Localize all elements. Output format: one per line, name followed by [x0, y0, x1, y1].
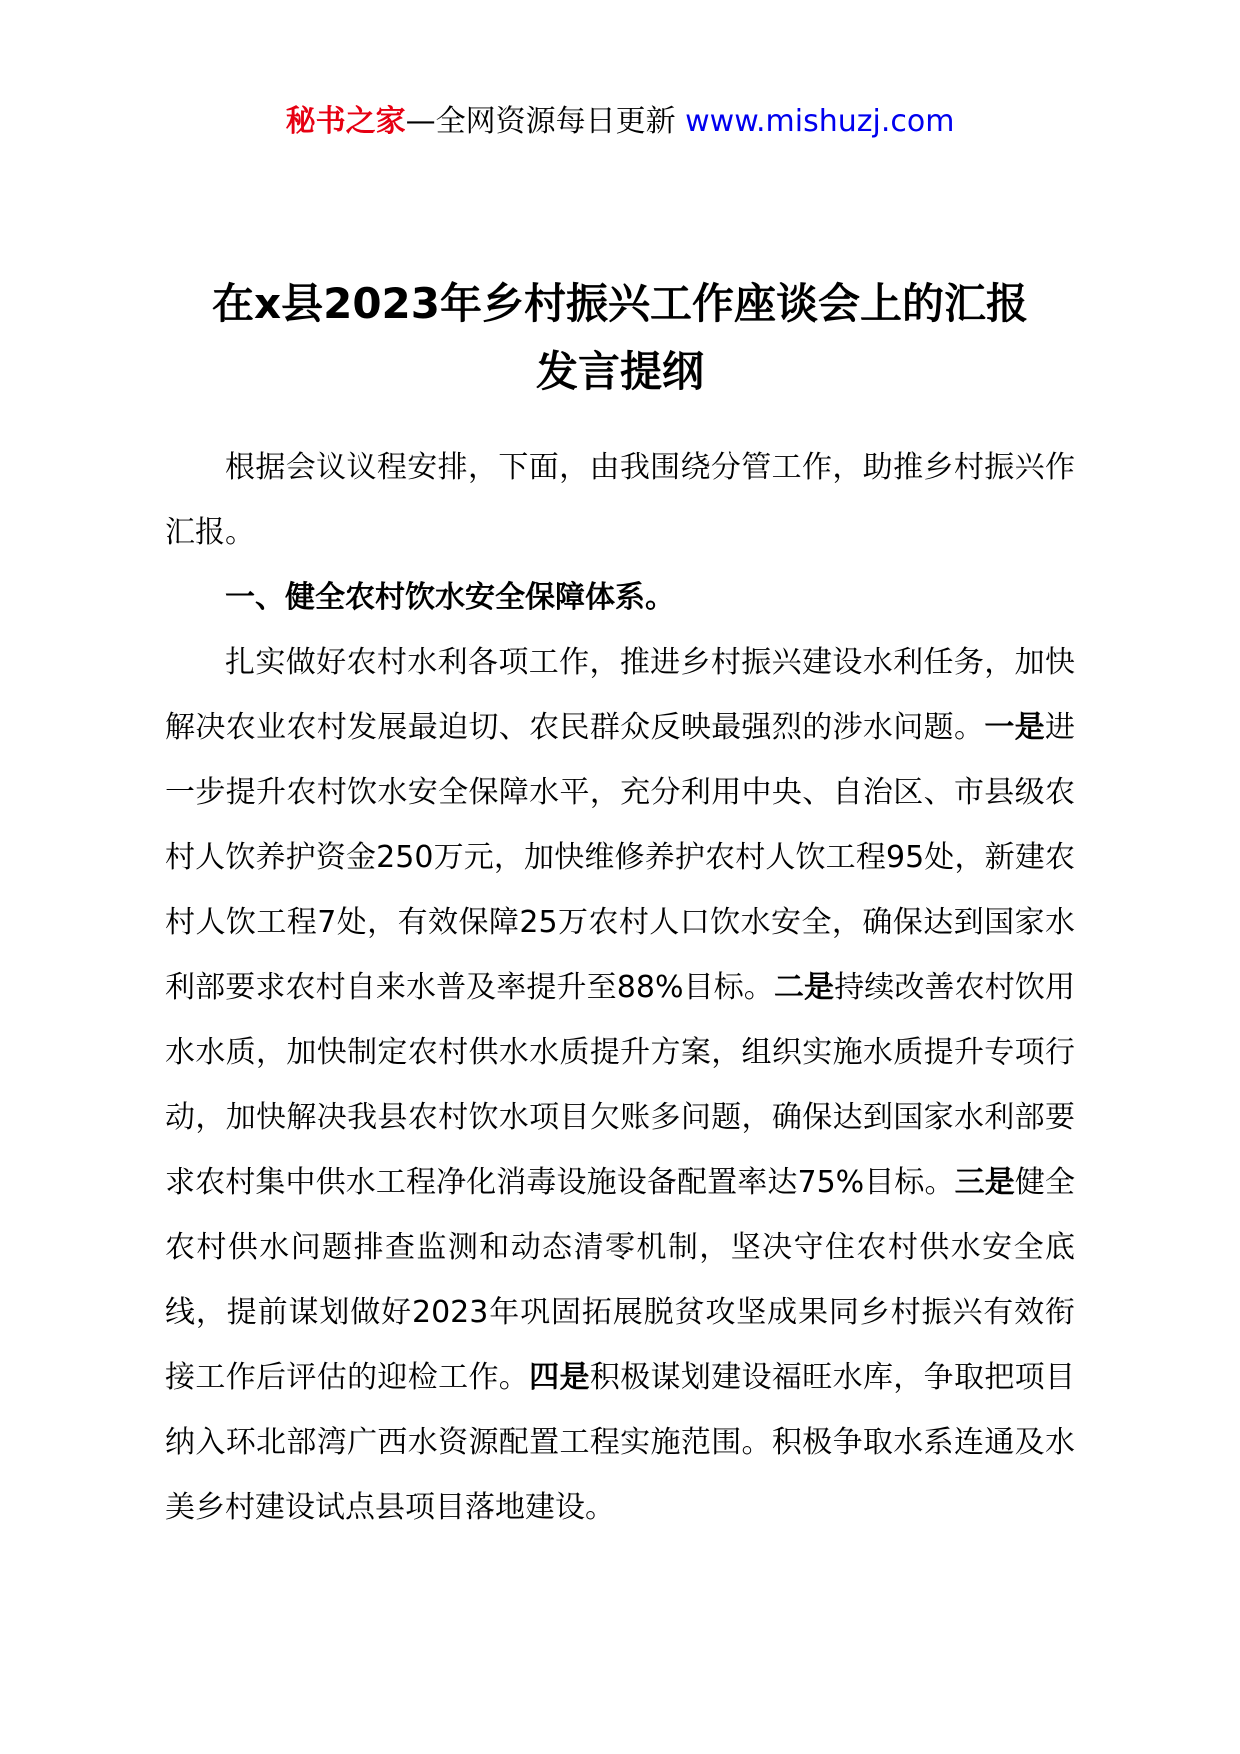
- site-name: 秘书之家: [285, 104, 406, 139]
- section-heading-1: 一、健全农村饮水安全保障体系。: [225, 580, 675, 615]
- site-slogan: —全网资源每日更新: [405, 104, 686, 139]
- point-text-1: 进一步提升农村饮水安全保障水平，充分利用中央、自治区、市县级农村人饮养护资金250万元，加快维修养护农村人饮工程95处，新建农村人饮工程7处，有效保障25万农村人口饮水安全，确保达到国家水利部要求农村自来水普及率提升至88%目标。: [165, 710, 1076, 1005]
- point-text-4: 积极谋划建设福旺水库，争取把项目纳入环北部湾广西水资源配置工程实施范围。积极争取水系连通及水美乡村建设试点县项目落地建设。: [165, 1360, 1076, 1525]
- title-line-2: 发言提纲: [535, 347, 704, 396]
- point-marker-3: 三是: [954, 1165, 1015, 1200]
- document-body: [165, 435, 1075, 1540]
- intro-paragraph: 根据会议议程安排，下面，由我围绕分管工作，助推乡村振兴作汇报。: [165, 450, 1075, 550]
- document-title: [150, 270, 1090, 406]
- section-1-lead: 扎实做好农村水利各项工作，推进乡村振兴建设水利任务，加快解决农业农村发展最迫切、农民群众反映最强烈的涉水问题。: [165, 645, 1075, 745]
- section-1-paragraph: [165, 630, 1075, 1540]
- site-header: [0, 100, 1240, 144]
- title-line-1: 在x县2023年乡村振兴工作座谈会上的汇报: [212, 279, 1028, 328]
- point-marker-2: 二是: [773, 970, 835, 1005]
- site-url-link[interactable]: www.mishuzj.com: [685, 104, 955, 139]
- point-marker-4: 四是: [529, 1360, 590, 1395]
- point-marker-1: 一是: [984, 710, 1046, 745]
- point-text-3: 健全农村供水问题排查监测和动态清零机制，坚决守住农村供水安全底线，提前谋划做好2023年巩固拓展脱贫攻坚成果同乡村振兴有效衔接工作后评估的迎检工作。: [165, 1165, 1076, 1395]
- point-text-2: 持续改善农村饮用水水质，加快制定农村供水水质提升方案，组织实施水质提升专项行动，加快解决我县农村饮水项目欠账多问题，确保达到国家水利部要求农村集中供水工程净化消毒设施设备配置率达75%目标。: [165, 970, 1076, 1200]
